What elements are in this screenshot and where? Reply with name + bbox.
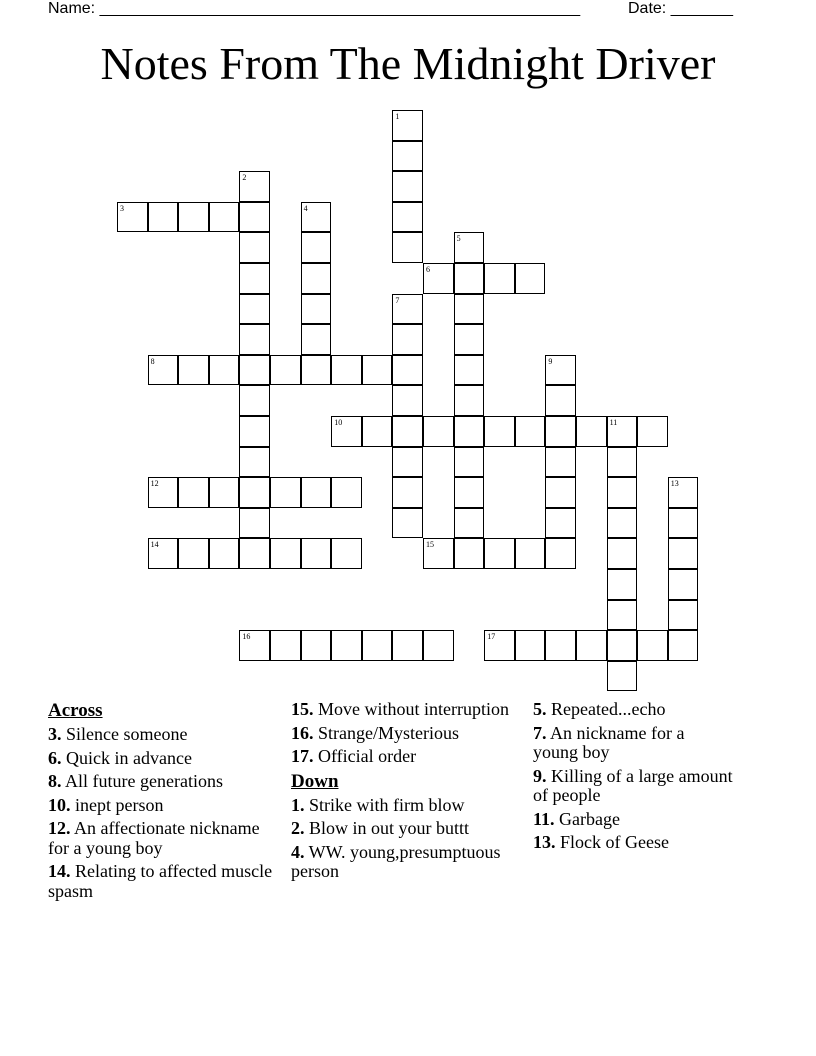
clue-item: [291, 843, 521, 882]
grid-cell[interactable]: [454, 538, 485, 569]
grid-cell[interactable]: [484, 263, 515, 294]
grid-cell[interactable]: [454, 416, 485, 447]
grid-cell[interactable]: [239, 294, 270, 325]
puzzle-title: Notes From The Midnight Driver: [100, 38, 716, 89]
grid-cell[interactable]: [515, 630, 546, 661]
clue-number: 5.: [533, 699, 547, 719]
clue-text: Strange/Mysterious: [313, 722, 459, 743]
grid-cell[interactable]: [545, 385, 576, 416]
grid-cell[interactable]: [331, 477, 362, 508]
clue-text: Strike with firm blow: [304, 794, 465, 815]
grid-cell[interactable]: [270, 630, 301, 661]
clue-text: Move without interruption: [313, 699, 509, 719]
clue-item: [48, 772, 284, 792]
grid-cell[interactable]: [392, 385, 423, 416]
clue-number: 13.: [533, 832, 556, 852]
clue-item: [291, 819, 521, 839]
clue-number: 17.: [291, 746, 314, 766]
grid-cell[interactable]: [209, 355, 240, 386]
grid-cell[interactable]: [607, 661, 638, 692]
grid-cell[interactable]: [239, 508, 270, 539]
grid-cell[interactable]: [301, 294, 332, 325]
cell-number: 10: [334, 418, 343, 427]
grid-cell[interactable]: [209, 538, 240, 569]
grid-cell[interactable]: [454, 232, 485, 263]
grid-cell[interactable]: [668, 538, 699, 569]
grid-cell[interactable]: [239, 477, 270, 508]
grid-cell[interactable]: [239, 202, 270, 233]
grid-cell[interactable]: [362, 630, 393, 661]
clue-number: 8.: [48, 771, 62, 791]
grid-cell[interactable]: [392, 324, 423, 355]
clue-text: An affectionate nickname for a young boy: [48, 818, 260, 858]
date-line: Date: _______: [628, 0, 733, 17]
grid-cell[interactable]: [454, 477, 485, 508]
grid-cell[interactable]: [209, 202, 240, 233]
grid-cell[interactable]: [301, 263, 332, 294]
clue-item: [48, 819, 284, 858]
cell-number: 17: [487, 632, 496, 642]
grid-cell[interactable]: [392, 202, 423, 233]
grid-cell[interactable]: [239, 447, 270, 478]
clue-number: 12.: [48, 818, 71, 838]
clue-item: [291, 747, 521, 767]
clue-text: Flock of Geese: [555, 832, 669, 852]
clue-item: [533, 700, 733, 720]
clue-item: [48, 862, 284, 901]
grid-cell[interactable]: [668, 508, 699, 539]
grid-cell[interactable]: [607, 630, 638, 661]
grid-cell[interactable]: [607, 600, 638, 631]
grid-cell[interactable]: [301, 355, 332, 386]
grid-cell[interactable]: [637, 630, 668, 661]
grid-cell[interactable]: [545, 538, 576, 569]
clue-number: 10.: [48, 794, 71, 815]
cell-number: 12: [150, 479, 159, 489]
grid-cell[interactable]: [392, 141, 423, 172]
grid-cell[interactable]: [362, 355, 393, 386]
grid-cell[interactable]: [392, 416, 423, 447]
grid-cell[interactable]: [301, 630, 332, 661]
grid-cell[interactable]: [607, 538, 638, 569]
grid-cell[interactable]: [454, 324, 485, 355]
grid-cell[interactable]: [454, 263, 485, 294]
grid-cell[interactable]: [668, 569, 699, 600]
grid-cell[interactable]: [117, 202, 148, 233]
grid-cell[interactable]: [545, 416, 576, 447]
grid-cell[interactable]: [515, 538, 546, 569]
grid-cell[interactable]: [545, 508, 576, 539]
grid-cell[interactable]: [454, 294, 485, 325]
clue-item: [291, 796, 521, 816]
grid-cell[interactable]: [545, 477, 576, 508]
grid-cell[interactable]: [301, 232, 332, 263]
clue-text: Silence someone: [61, 724, 188, 744]
clue-number: 16.: [291, 722, 314, 743]
grid-cell[interactable]: [515, 416, 546, 447]
grid-cell[interactable]: [392, 110, 423, 141]
grid-cell[interactable]: [392, 171, 423, 202]
clue-item: [533, 724, 733, 763]
grid-cell[interactable]: [270, 355, 301, 386]
cell-number: 4: [303, 203, 308, 213]
grid-cell[interactable]: [301, 202, 332, 233]
grid-cell[interactable]: [331, 538, 362, 569]
clue-number: 6.: [48, 747, 62, 768]
grid-cell[interactable]: [576, 416, 607, 447]
grid-cell[interactable]: [484, 416, 515, 447]
grid-cell[interactable]: [607, 477, 638, 508]
clue-number: 4.: [291, 841, 305, 862]
cell-number: 13: [670, 479, 679, 489]
grid-cell[interactable]: [545, 630, 576, 661]
clue-item: [291, 724, 521, 744]
grid-cell[interactable]: [392, 232, 423, 263]
clue-item: [48, 796, 284, 816]
clue-number: 11.: [533, 808, 555, 829]
clue-item: [533, 810, 733, 830]
clue-text: Garbage: [554, 808, 620, 829]
grid-cell[interactable]: [239, 416, 270, 447]
across-heading: Across: [48, 700, 103, 721]
down-heading: Down: [291, 770, 339, 792]
grid-cell[interactable]: [423, 416, 454, 447]
grid-cell[interactable]: [331, 355, 362, 386]
grid-cell[interactable]: [239, 538, 270, 569]
cell-number: 9: [548, 356, 553, 366]
grid-cell[interactable]: [239, 355, 270, 386]
grid-cell[interactable]: [668, 600, 699, 631]
grid-cell[interactable]: [301, 324, 332, 355]
grid-cell[interactable]: [607, 447, 638, 478]
clue-text: Killing of a large amount of people: [533, 765, 733, 805]
cell-number: 6: [426, 265, 430, 274]
clue-item: [48, 725, 284, 745]
grid-cell[interactable]: [454, 385, 485, 416]
clue-text: Blow in out your buttt: [304, 818, 470, 838]
cell-number: 7: [395, 295, 400, 305]
grid-cell[interactable]: [515, 263, 546, 294]
clue-text: All future generations: [61, 771, 223, 791]
grid-cell[interactable]: [239, 630, 270, 661]
grid-cell[interactable]: [392, 355, 423, 386]
grid-cell[interactable]: [423, 263, 454, 294]
grid-cell[interactable]: [454, 355, 485, 386]
clues-column-3: [533, 700, 733, 857]
name-line: Name: ______________________________________________________: [48, 0, 581, 17]
cell-number: 16: [242, 632, 251, 642]
clue-item: [533, 833, 733, 853]
cell-number: 2: [242, 173, 247, 183]
grid-cell[interactable]: [454, 447, 485, 478]
grid-cell[interactable]: [148, 538, 179, 569]
grid-cell[interactable]: [178, 355, 209, 386]
grid-cell[interactable]: [607, 416, 638, 447]
grid-cell[interactable]: [270, 538, 301, 569]
grid-cell[interactable]: [423, 630, 454, 661]
clue-number: 15.: [291, 699, 314, 719]
clue-text: inept person: [70, 794, 164, 815]
clue-number: 9.: [533, 765, 547, 786]
grid-cell[interactable]: [178, 538, 209, 569]
grid-cell[interactable]: [148, 202, 179, 233]
grid-cell[interactable]: [484, 538, 515, 569]
grid-cell[interactable]: [301, 477, 332, 508]
clue-text: WW. young,presumptuous person: [291, 841, 501, 881]
grid-cell[interactable]: [209, 477, 240, 508]
grid-cell[interactable]: [239, 263, 270, 294]
grid-cell[interactable]: [392, 294, 423, 325]
grid-cell[interactable]: [545, 355, 576, 386]
clue-item: [291, 700, 521, 720]
cell-number: 11: [609, 418, 618, 427]
grid-cell[interactable]: [239, 171, 270, 202]
grid-cell[interactable]: [668, 630, 699, 661]
clues-column-2: [291, 700, 521, 886]
clue-text: Repeated...echo: [546, 699, 666, 719]
clue-item: [533, 767, 733, 806]
grid-cell[interactable]: [423, 538, 454, 569]
cell-number: 14: [150, 540, 159, 550]
clue-number: 2.: [291, 818, 305, 838]
clue-text: An nickname for a young boy: [533, 722, 685, 762]
cell-number: 15: [426, 540, 434, 550]
grid-cell[interactable]: [392, 508, 423, 539]
grid-cell[interactable]: [178, 477, 209, 508]
clue-text: Relating to affected muscle spasm: [48, 861, 273, 901]
grid-cell[interactable]: [637, 416, 668, 447]
grid-cell[interactable]: [392, 477, 423, 508]
clue-text: Official order: [313, 746, 417, 766]
grid-cell[interactable]: [331, 630, 362, 661]
grid-cell[interactable]: [239, 232, 270, 263]
grid-cell[interactable]: [454, 508, 485, 539]
clue-number: 3.: [48, 724, 62, 744]
grid-cell[interactable]: [392, 447, 423, 478]
cell-number: 3: [120, 203, 124, 213]
grid-cell[interactable]: [239, 324, 270, 355]
grid-cell[interactable]: [545, 447, 576, 478]
grid-cell[interactable]: [607, 569, 638, 600]
grid-cell[interactable]: [362, 416, 393, 447]
clue-number: 1.: [291, 794, 305, 815]
clue-number: 14.: [48, 861, 71, 881]
cell-number: 1: [395, 112, 400, 121]
cell-number: 8: [150, 356, 155, 366]
grid-cell[interactable]: [576, 630, 607, 661]
grid-cell[interactable]: [148, 477, 179, 508]
grid-cell[interactable]: [301, 538, 332, 569]
grid-cell[interactable]: [392, 630, 423, 661]
clues-column-1: [48, 700, 284, 905]
grid-cell[interactable]: [270, 477, 301, 508]
grid-cell[interactable]: [668, 477, 699, 508]
grid-cell[interactable]: [331, 416, 362, 447]
grid-cell[interactable]: [484, 630, 515, 661]
grid-cell[interactable]: [148, 355, 179, 386]
grid-cell[interactable]: [607, 508, 638, 539]
clue-number: 7.: [533, 722, 547, 743]
clue-item: [48, 749, 284, 769]
grid-cell[interactable]: [239, 385, 270, 416]
grid-cell[interactable]: [178, 202, 209, 233]
cell-number: 5: [456, 234, 461, 244]
clue-text: Quick in advance: [61, 747, 192, 768]
